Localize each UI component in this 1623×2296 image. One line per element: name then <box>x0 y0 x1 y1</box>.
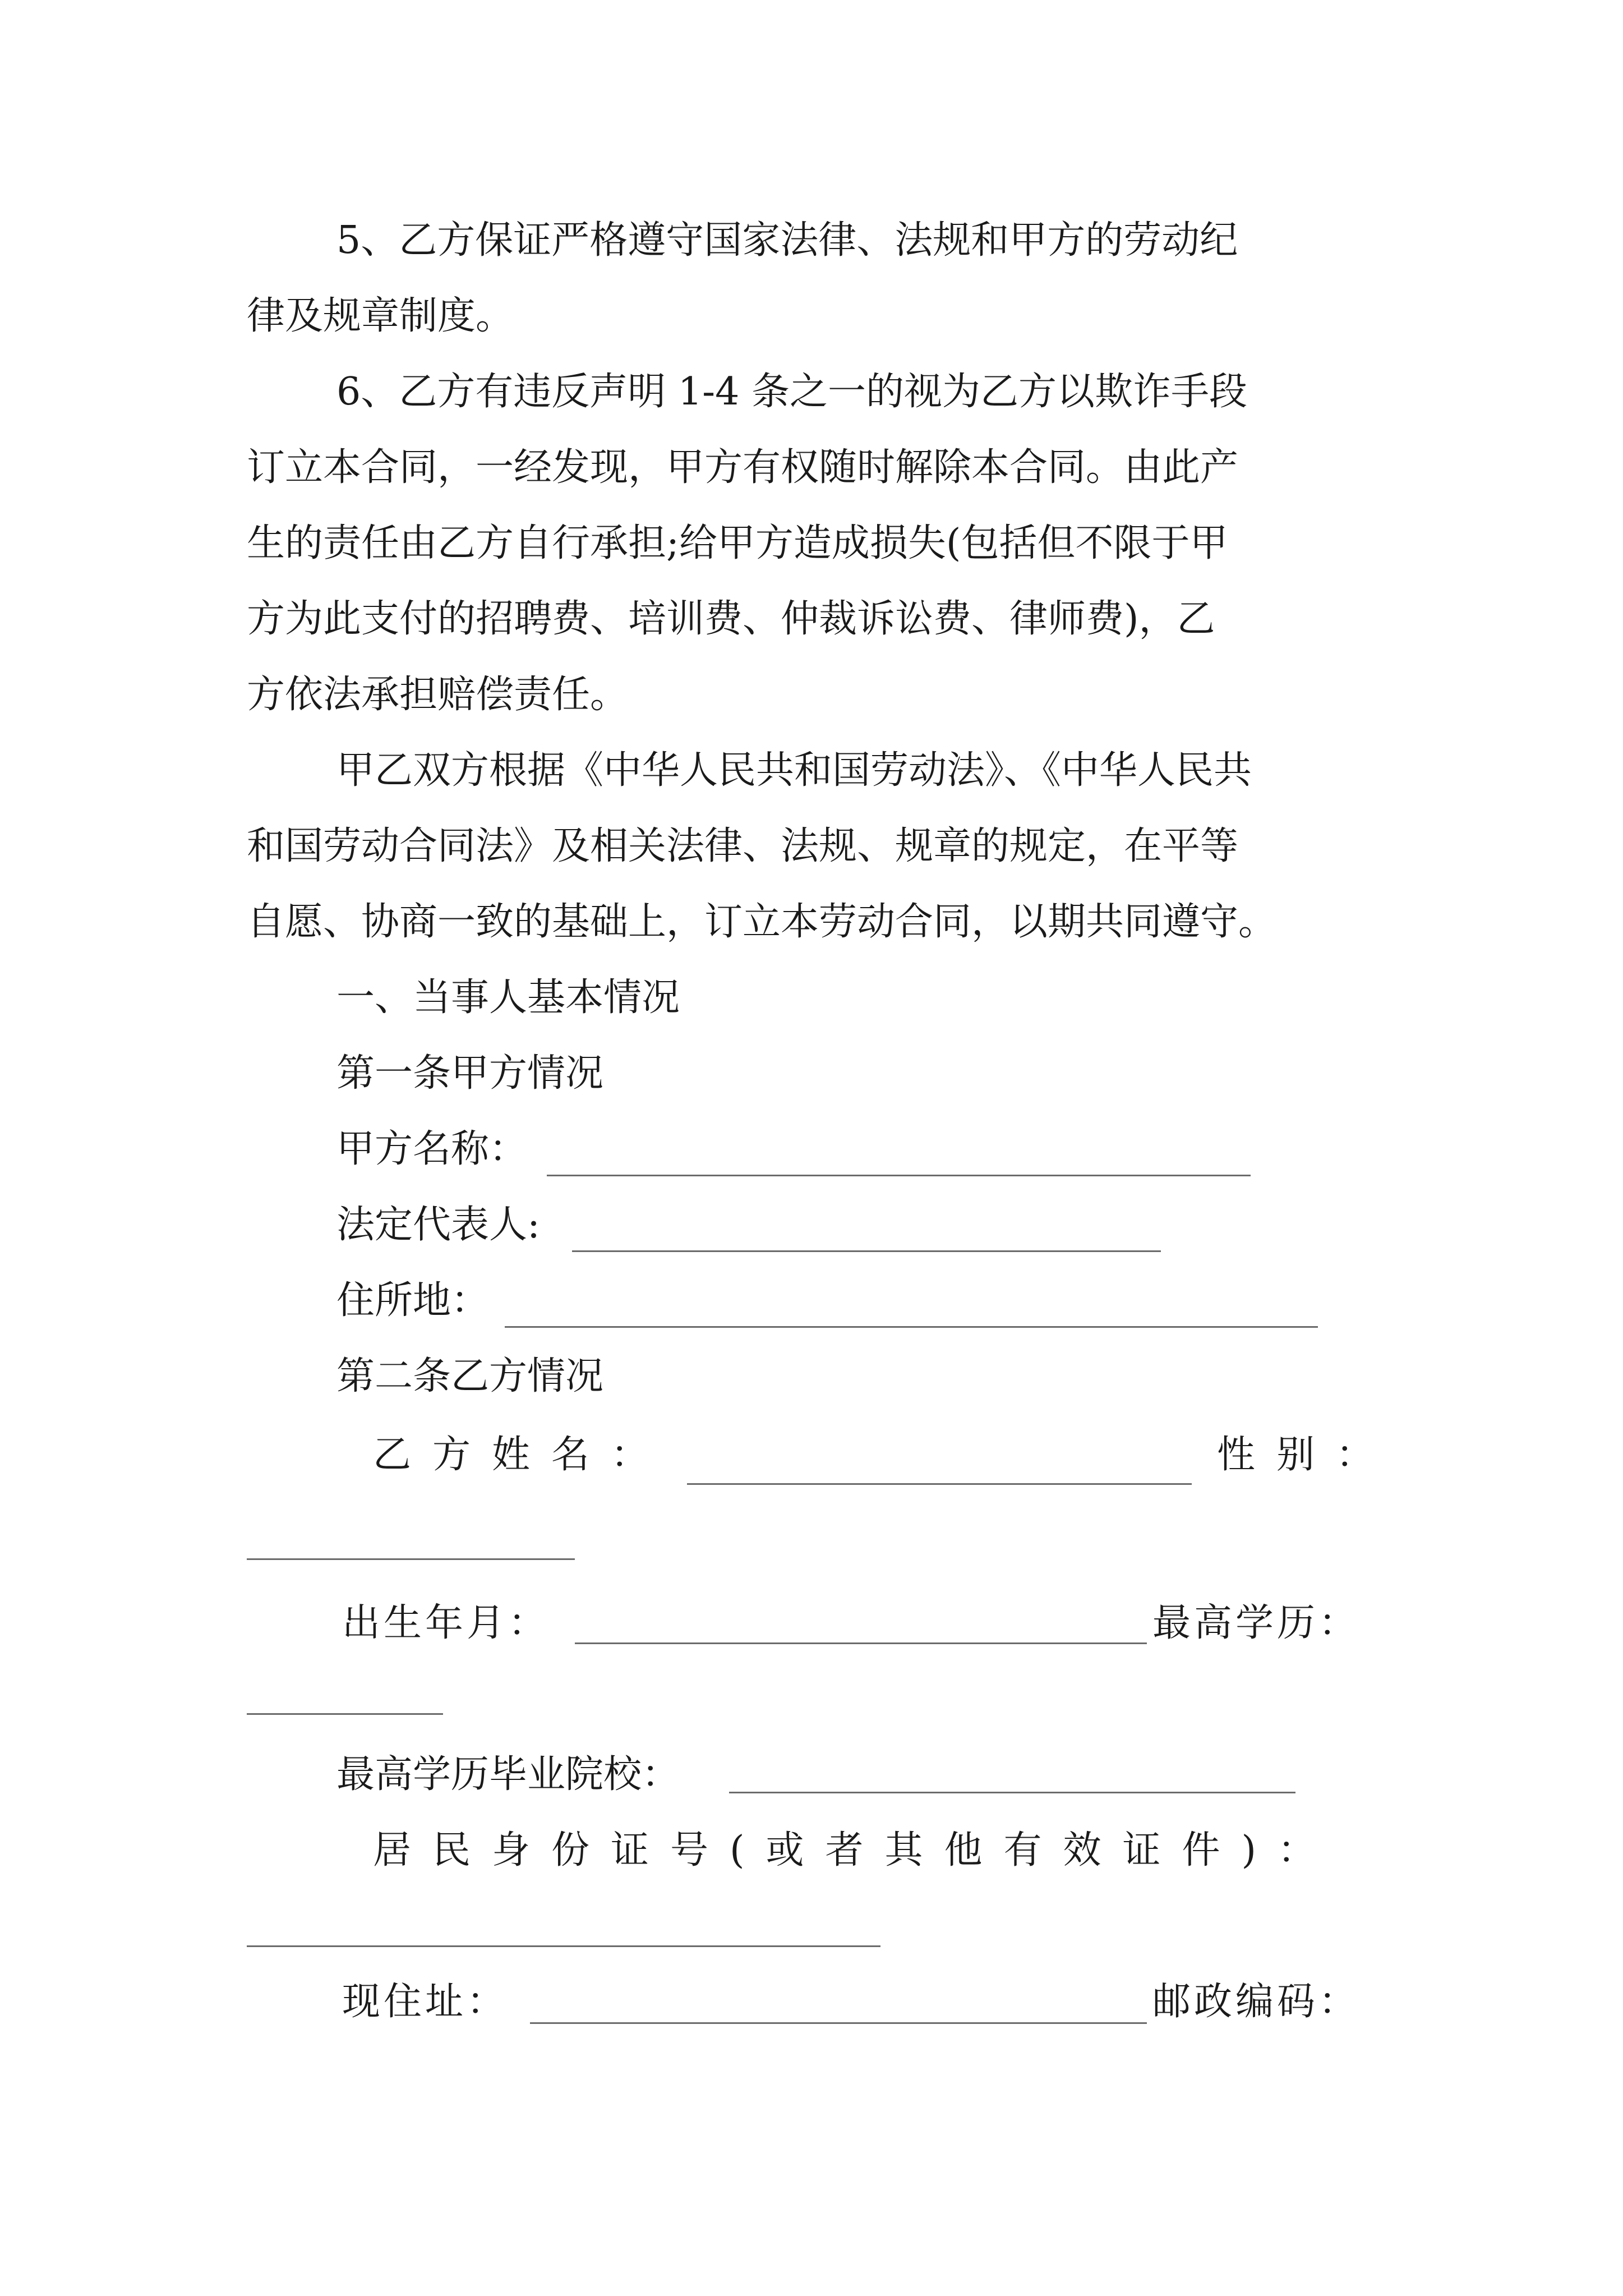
id-number-label: 居民身份证号(或者其他有效证件)： <box>373 1828 1338 1872</box>
gender-label: 性别： <box>1217 1433 1396 1477</box>
clause-5-line-2: 律及规章制度。 <box>247 294 514 338</box>
domicile-label: 住所地： <box>336 1278 490 1323</box>
address-blank[interactable] <box>530 2022 1147 2024</box>
school-label: 最高学历毕业院校： <box>336 1752 680 1797</box>
address-label: 现住址： <box>342 1980 509 2024</box>
school-blank[interactable] <box>729 1792 1295 1793</box>
clause-6-line-3: 生的责任由乙方自行承担;给甲方造成损失(包括但不限于甲 <box>247 521 1228 565</box>
clause-6-line-2: 订立本合同，一经发现，甲方有权随时解除本合同。由此产 <box>247 445 1239 490</box>
party-b-name-label: 乙方姓名： <box>373 1433 671 1477</box>
clause-6-line-4: 方为此支付的招聘费、培训费、仲裁诉讼费、律师费)，乙 <box>247 597 1215 641</box>
article-2-heading: 第二条乙方情况 <box>336 1354 604 1398</box>
gender-blank[interactable] <box>247 1558 575 1560</box>
birth-label: 出生年月： <box>342 1601 550 1645</box>
clause-5-line-1: 5、乙方保证严格遵守国家法律、法规和甲方的劳动纪 <box>336 218 1238 263</box>
clause-6-line-1: 6、乙方有违反声明 1-4 条之一的视为乙方以欺诈手段 <box>336 370 1247 414</box>
article-1-heading: 第一条甲方情况 <box>336 1051 604 1096</box>
intro-line-2: 和国劳动合同法》及相关法律、法规、规章的规定，在平等 <box>247 824 1239 868</box>
party-b-name-blank[interactable] <box>687 1483 1192 1485</box>
intro-line-1: 甲乙双方根据《中华人民共和国劳动法》、《中华人民共 <box>336 748 1252 793</box>
domicile-blank[interactable] <box>505 1326 1318 1328</box>
education-blank[interactable] <box>247 1713 443 1715</box>
postcode-label: 邮政编码： <box>1152 1980 1361 2024</box>
birth-blank[interactable] <box>575 1642 1147 1644</box>
party-a-name-label: 甲方名称： <box>336 1127 528 1171</box>
clause-6-line-5: 方依法承担赔偿责任。 <box>247 673 629 717</box>
section-heading-basic-info: 一、当事人基本情况 <box>336 976 680 1020</box>
id-number-blank[interactable] <box>247 1945 880 1947</box>
legal-rep-blank[interactable] <box>572 1250 1161 1252</box>
education-label: 最高学历： <box>1152 1601 1361 1645</box>
legal-rep-label: 法定代表人: <box>336 1203 540 1247</box>
intro-line-3: 自愿、协商一致的基础上，订立本劳动合同，以期共同遵守。 <box>247 900 1277 944</box>
party-a-name-blank[interactable] <box>547 1175 1251 1176</box>
